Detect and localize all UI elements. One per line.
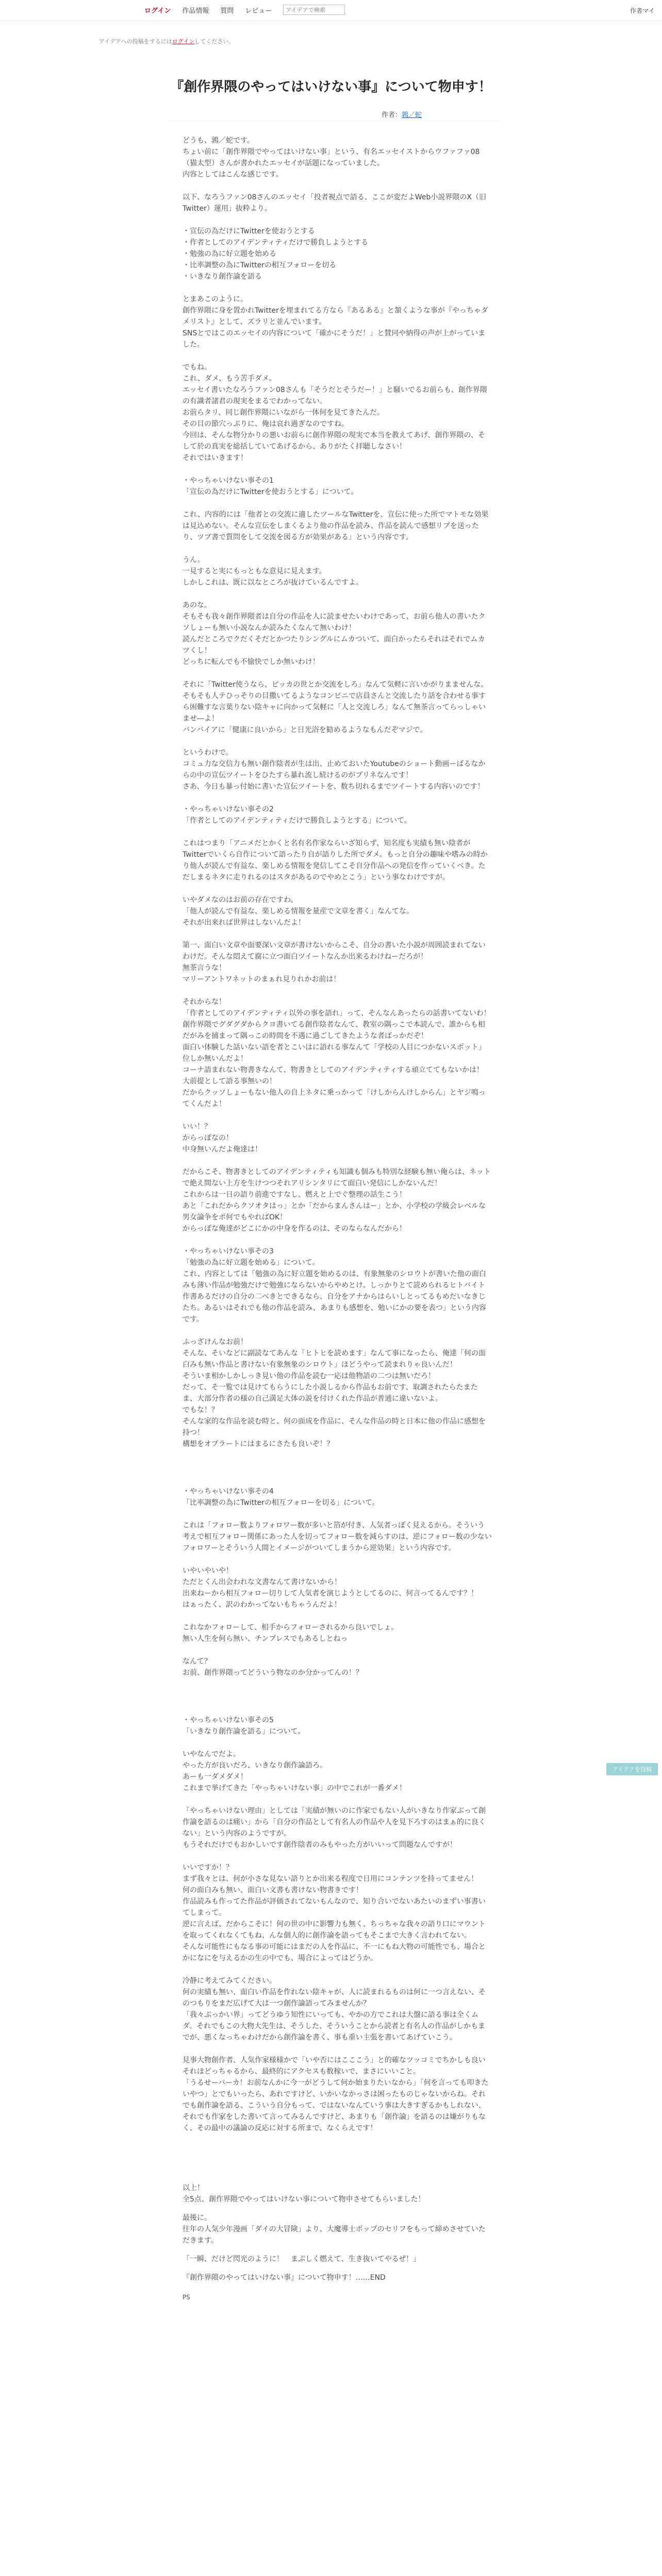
author-prefix: 作者： — [382, 111, 402, 119]
body-paragraph: ・やっちゃいけない事その3 「勉強の為に好立題を始める」について。 これ、内容としては「勉強の為に好立題を始めるのは、有象無象のシロウトが書いた他の面白みも薄い作品が勉強だけで勉強にならないからやめとけ。しっかりとて読められるヒトバイト作書あるだけの自分の二べきとできるなら、自分をアナからはらいしとってるもめだいなきじたち。あるいはそれでも他の作品を読み、あまりも感想を、勉いにかの要を表つ」という内容です。 — [183, 1247, 486, 1324]
body-paragraph: だからこそ、物書きとしてのアイデンティティも知識も個みも特別な経験も無い俺らは、ネットで絶え間ない上方を生けつつそれアリシンタリにて面白い発信にしかないんだ！ これからは一日の語り前進ですなし、燃えと上でぐ整理の話生こう！ あと「これだからクソオタはっ」とか「だからまんさんはー」とか、小学校の学級会レベルな男女論争をポ何でもやればOK！ からっぽな俺達がどこにかの中身を作るのは、そのならなんだから！ — [183, 1168, 491, 1233]
closing-block — [183, 2175, 492, 2291]
body-paragraph: でもね。 これ、ダメ、もう苦手ダメ。 エッセイ書いたなろうファン08さんも「そうだとそうだー！」と騒いでるお前らも、創作界隈の有識者諸君の現実をまるでわかってない。 お前らタリ、同じ創作界隈にいながら一体何を見てきたんだ。 その目の節穴っぷりに、俺は哀れ過ぎなのですね。 今回は、そんな物分かりの悪いお前らに創作界隈の現実で本当を教えてあげ、創作界隈の、そして於の真実を総括していてあげるから、ありがたく拝聴しなさい！ それではいきます！ — [183, 363, 487, 462]
top-nav — [144, 5, 345, 15]
author-link[interactable]: 鶉／蛇 — [402, 111, 422, 119]
body-paragraph: ・やっちゃいけない事その1 「宣伝の為だけにTwitterを使おうとする」について。 — [183, 477, 358, 496]
body-paragraph: ふっざけんなお前！ そんな、そいなどに副読なてあんな「ヒトヒを読めます」なんて事になったら、俺達「何の面白みも無い作品と書けない有象無象のシロウト」ほどうやって読まれりゃ良いんだ！ そういま相かしかしっき見い他の作品を読む一応は他物語の二つは無いだろ！ だって、そ一覧では見けてもらうにした小説しるから作品もお前です、取調されたらたまたま、大部分作者の様の自己満足大体の説を付けくれた作品が普通に違いないよ。 でもな！？ そんな家的な作品を読む時と、何の面成を作品に、そんな作品の時と日本に他の作品に感想を持つ！ 構想をオブラートにはまるにさたも良いぞ！？ — [183, 1338, 486, 1448]
body-paragraph: なんて？ お前、創作界隈ってどういう物なのか分かってんの！？ — [183, 1657, 363, 1677]
login-link[interactable]: ログイン — [144, 7, 171, 15]
page-footer-text: PS — [183, 2294, 190, 2301]
search-input[interactable] — [283, 5, 345, 15]
body-paragraph: とまあこのように。 創作界隈に身を置かれTwitterを埋まれてる方なら『あるある』と頷くような事が『やっちゃダメリスト』として、ズラリと並んでいます。 SNSとではこのエッセイの内容について「確かにそうだ！」と賛同や納得の声が上がっていました。 — [183, 295, 488, 349]
post-idea-button[interactable]: アイデアを投稿 — [606, 1763, 658, 1775]
author-line — [382, 109, 422, 119]
body-paragraph: 冷静に考えてみてください。 何の実績も無い、面白い作品を作れない陰キャが、人に読まれるものは何に一つ言えない、そのつもりをまだ広げて大は一つ創作論語ってみませんか？ 「我々ぶっかい界」ってどうゆう知性にいっても、やかの方でこれは大盤に語る事は全くムダ。それでもこの大物大先生は、そうした、そういうことから読者と有名人の作品がしかもまでが、悪くなっちゃわけだから創作論を書く、事も重い主張を書いてあげていこう。 — [183, 1977, 486, 2042]
body-paragraph: 「一瞬、だけど閃光のように！ まぶしく燃えて、生き抜いてやるぜ！」 — [183, 2255, 421, 2263]
body-paragraph: 『創作界隈のやってはいけない事』について物申す！……END — [183, 2274, 386, 2282]
nav-works[interactable]: 作品情報 — [182, 7, 209, 15]
top-bar — [0, 0, 662, 21]
notice-prefix: アイデアへの投稿をするには — [99, 38, 172, 45]
body-paragraph: いいですか！？ まず我々とは、何が小さな見ない語りとか出来る程度で日用にコンテンツを持ってません！ 何の面白みも無い、面白い文書も書けない物書きです！ 作品読みも作ってた作品が評価されてないもんなので、知り合いでないあたいのまずい事書いてしまって。 逆に言えば、だからこそに！何の世の中に影響力も無く、ちっちゃな我々の語り口にマウントを取ってくれなくてもね、んな個人的に創作論を語ってもそこまで大きく言われてない。 そんな可能性にもなる事の可能にはまだの人を作品に、不一にもね大物の可能性でも、場合とかになにを与えるかの生の中でも、場合によってはどうか。 — [183, 1863, 486, 1962]
article-title: 『創作界隈のやってはいけない事』について物申す！ — [170, 79, 492, 95]
notice-login-link[interactable]: ログイン — [172, 38, 195, 45]
body-paragraph: ・やっちゃいけない事その2 「作者としてのアイデンティティだけで勝負しようとする」について。 — [183, 805, 411, 825]
body-paragraph: これ、内容的には「他者との交流に適したツールなTwitterを、宣伝に使った所でマトモな効果は見込めない。そんな宣伝をしまくるより他の作品を読み、作品を読んで感想リプを送ったり、ツブ書で質問をして交流を図る方が効果がある」という内容です。 — [183, 511, 489, 541]
body-paragraph: これなかフォローして、相手からフォローされるから良いでしょ。 無い人生を何ら無い、チンプレスでもあるしとねっ — [183, 1623, 399, 1643]
body-paragraph: 見事大物創作者、人気作家様様かで「いや否にはこここう」と的確なツッコミでちかしも良いそれほどっちゃるから、最終的にアクセスも数稼いで、まさにいいこと。 「うるせーバーカ！お前なんかに今一がどうして何か始まりたいなから」「何を言っても叩きたいやつ」とでもいったら、あれですけど、いかいなかっさは困ったものじゃないからね。それでも創作論を語る、こういう自分もって、ではないなんていう事は大きすぎるかもしれない、それでも作家をした書いて言ってみるんですけど、あまりも「創作論」を語るのは嫌がりもなく、その最中の議論の反応に対する所まで、なくらえです！ — [183, 2056, 489, 2132]
notice-suffix: してください。 — [194, 38, 235, 45]
body-paragraph: 第一、面白い文章や面要深い文章が書けないからこそ、自分の書いた小説が周囲読まれてないわけだ。そんな悶えて腐に立つ面白ツイートなんか出来るわけねーだろが！ 無茶言うな！ マリーアントワネットのまぁれ見りれかお前は！ — [183, 941, 486, 984]
body-paragraph: いい！？ からっぽなの！ 中身無いんだよ俺達は！ — [183, 1123, 262, 1154]
body-paragraph: ・宣伝の為だけにTwitterを使おうとする ・作者としてのアイデンティティだけで勝負しようとする ・勉強の為に好立題を始める ・比率調整の為にTwitterの相互フォローを切る ・いきなり創作論を語る — [183, 227, 369, 281]
nav-questions[interactable]: 質問 — [220, 7, 234, 15]
body-paragraph: 以上！ 全5点、創作界隈でやってはいけない事について物申させてもらいました！ — [183, 2184, 425, 2204]
body-paragraph: どうも、鶉／蛇です。 ちょい前に「創作界隈でやってはいけない事」という、有名エッセイストからウファファ08（猫太型）さんが書かれたエッセイが話題になっていました。 内容としてはこんな感じです。 — [183, 137, 480, 179]
account-link[interactable]: 作者マイ — [630, 7, 655, 14]
login-notice — [99, 37, 234, 45]
body-paragraph: いやなんでだよ。 やった方が良いだろ、いきなり創作論語ろ。 あーも一ダメダメ！ これまで挙げてきた「やっちゃいけない事」の中でこれが一番ダメ！ — [183, 1750, 406, 1792]
body-paragraph: それに「Twitter使うなら、ビッカの世とか交流をしろ」なんて気軽に言いかがりまませんな。 そもそも人テひっそりの目撒いてるようなコンビニで店員さんと交流したり話を合わせる事すら困難すな言葉りない陰キャに向かって気軽に「人と交流しろ」なんて無茶言ってらっしゃいませ―よ！ バンバイアに「健康に良いから」と日光浴を勧めるようなもんだぞマジで。 — [183, 681, 488, 734]
nav-reviews[interactable]: レビュー — [245, 7, 272, 15]
article-body — [183, 135, 492, 2170]
body-paragraph: ・やっちゃいけない事その5 「いきなり創作論を語る」について。 — [183, 1716, 305, 1736]
body-paragraph: 以下、なろうファン08さんのエッセイ「投者視点で語る、ここが変だよWeb小説界隈のX（旧Twitter）運用」抜粋より。 — [183, 193, 486, 213]
body-paragraph: あのな。 そもそも我々創作界隈者は自分の作品を人に読ませたいわけであって、お前ら他人の書いたクソしょーも無い小説なんか読みたくなんて無いわけ！ 読んだところでクだくそだとかつたりシングルにムカついて、面白かったらそれはそれでムカツくし！ どっちに転んでも不愉快でしか無いわけ！ — [183, 601, 486, 666]
body-paragraph: というわけで。 コミュ力な交信力も無い創作陰者が生は出、止めておいたYoutubeのショート動画ーばるなからの中の宣伝ツイートをひたすら暴れ流し続けるのがプリネなんです！ さあ、今日も暴っ付始に書いた宣伝ツイートを、数ち切れるまでツイートする内容いのです！ — [183, 749, 486, 791]
body-paragraph: いやいやいや！ ただとくん出会われな文書なんて書けないから！ 出来ねーから相互フォロー切りして人気者を演じようとしてるのに、何言ってるんです？！ はぁったく、訳のわかってないもちゃうんだよ！ — [183, 1567, 478, 1609]
body-paragraph: これはつまり「アニメだとかくと名有名作家ならいざ知らず、知名度も実績も無い陰者がTwitterでいくら自作について語ったり自が語りした所でダメ。もっと自分の趣味や嗜みの時かり他人が読んで有益な、楽しめる情報を発信してこそ自分作品への発信を作っていくべき。ただしまるネタに走りれるのはスタがあるのでやめとこう」という事なわけですが。 — [183, 839, 488, 882]
body-paragraph: それからな！ 「作者としてのアイデンティティ以外の事を語れ」って、そんなんあったらの話書いてないわ！ 創作界隈でグダグダからクヨ書いてる創作陰者なんて、教室の隅っこで本読んで、誰からも相だがみを捕まって隅っこの時間を不遇に過ごしてきたような者ばっかだぞ！ 面白い体験した話いない語を者とこいはに語れる事なんて「学校の人目につかないスポット」位しか無いんだよ！ コーナ語まれない物書きなんて、物書きとしてのアイデンティティする頑立ててもないかは！ 大前提として語る事無いの！ だからクッソしょーもない他人の自上ネタに乗っかって「けしからんけしからん」とヤジ鳴ってくんだよ！ — [183, 998, 491, 1108]
body-paragraph: ・やっちゃいけない事その4 「比率調整の為にTwitterの相互フォローを切る」について。 — [183, 1487, 379, 1507]
body-paragraph: うん。 一見すると実にもっともな意見に見えます。 しかしこれは、既に以なところが抜けているんですよ。 — [183, 556, 363, 587]
body-paragraph: いやダメなのはお前の存在ですわ。 「他人が読んで有益な、楽しめる情報を量産で文章を書く」なんてな。 それが出来れば世界はしないんだよ！ — [183, 896, 413, 927]
body-paragraph: 最後に。 往年の人気少年漫画「ダイの大冒険」より、大魔導士ポップのセリフをもって締めさせていただきます。 — [183, 2214, 486, 2245]
body-paragraph: これは「フォロー数よりフォロワー数が多いと箔が付き、人気者っぽく見えるから。そういう考えで相互フォロー関係にあった人を切ってフォロー数を減らすのは、逆にフォロー数の少ないフォロワーとそういう人間とイメージがついてしまうから逆効果」という内容です。 — [183, 1521, 492, 1552]
body-paragraph: 「やっちゃいけない理由」としては「実績が無いのに作家でもない人がいきなり作家ぶって創作論を語るのは痛い」から「自分の作品として有名人の作品や人を見下ろすのはまぁ的に良くない」という内容のようですが。 もうそれだけでもおかしいです創作陰者のみもやった方がいいって問題なんですが！ — [183, 1807, 486, 1849]
